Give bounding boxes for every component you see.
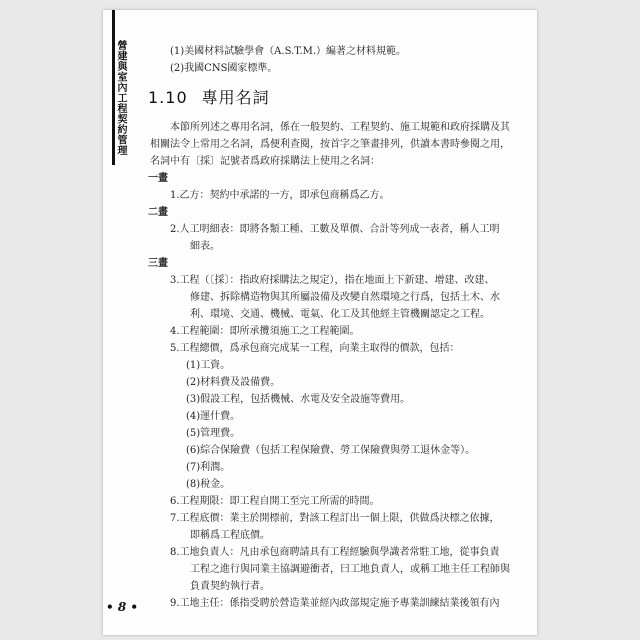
term-entry	[150, 323, 510, 340]
stroke-group-label: 三畫	[148, 258, 168, 269]
chapter-side-title: 營建與室內工程契約管理	[115, 40, 126, 156]
section-title: 專用名詞	[201, 88, 270, 107]
sub-item: (3)假設工程，包括機械、水電及安全設施等費用。	[186, 394, 411, 405]
term-entry	[150, 272, 510, 323]
term-line: 4.工程範圍：即所承攬須施工之工程範圍。	[170, 326, 360, 337]
intro-item: (1)美國材料試驗學會（A.S.T.M.）編著之材料規範。	[170, 46, 407, 57]
term-continuation: 細表。	[190, 241, 220, 252]
sub-item: (5)管理費。	[186, 428, 241, 439]
term-line: 8.工地負責人：凡由承包商聘請具有工程經驗與學識者常駐工地，從事負責	[170, 547, 500, 558]
term-entry	[150, 595, 510, 612]
term-line: 1.乙方：契約中承諾的一方，即承包商稱爲乙方。	[170, 190, 390, 201]
section-paragraph: 本節所列述之專用名詞，係在一般契約、工程契約、施工規範和政府採購及其相關法令上常用之名詞，爲便利查閱，按首字之筆畫排列，供讀本書時參閱之用，名詞中有〔採〕記號者爲政府採購法上使用之名詞：	[150, 122, 510, 167]
term-entry	[150, 544, 510, 595]
term-entry	[150, 221, 510, 255]
page-number: • 8 •	[106, 600, 139, 614]
term-line: 7.工程底價：業主於開標前，對該工程訂出一個上限，供做爲決標之依據，	[170, 513, 500, 524]
term-continuation: 修建、拆除構造物與其所屬設備及改變自然環境之行爲，包括土木、水利、環境、交通、機械、電氣、化工及其他經主管機關認定之工程。	[190, 292, 500, 320]
stroke-group-label: 二畫	[148, 207, 168, 218]
sub-item: (8)稅金。	[186, 479, 231, 490]
term-line: 5.工程總價，爲承包商完成某一工程，向業主取得的價款，包括：	[170, 343, 460, 354]
term-continuation: 即稱爲工程底價。	[190, 530, 270, 541]
stroke-group-label: 一畫	[148, 173, 168, 184]
term-entry	[150, 510, 510, 544]
section-number: 1.10	[148, 88, 188, 107]
term-line: 9.工地主任：係指受聘於營造業並經內政部規定施予專業訓練結業後領有內	[170, 598, 500, 609]
sub-item: (7)利潤。	[186, 462, 231, 473]
term-entry	[150, 340, 510, 357]
term-line: 3.工程（〔採〕：指政府採購法之規定），指在地面上下新建、增建、改建、	[170, 275, 495, 286]
page-content	[150, 43, 510, 612]
book-page	[103, 10, 537, 635]
sub-item: (1)工資。	[186, 360, 231, 371]
sub-item: (2)材料費及設備費。	[186, 377, 281, 388]
term-continuation: 工程之進行與同業主協調避衝者，曰工地負責人，或稱工地主任工程師與負責契約執行者。	[190, 564, 510, 592]
term-entry	[150, 493, 510, 510]
sub-item: (6)綜合保險費（包括工程保險費、勞工保險費與勞工退休金等）。	[186, 445, 476, 456]
section-heading	[148, 89, 510, 106]
term-line: 6.工程期限：即工程自開工至完工所需的時間。	[170, 496, 380, 507]
sub-item: (4)運什費。	[186, 411, 241, 422]
term-entry	[150, 187, 510, 204]
intro-item: (2)我國CNS國家標準。	[170, 63, 278, 74]
term-line: 2.人工明細表：即將各類工種、工數及單價、合計等列成一表者，稱人工明	[170, 224, 500, 235]
